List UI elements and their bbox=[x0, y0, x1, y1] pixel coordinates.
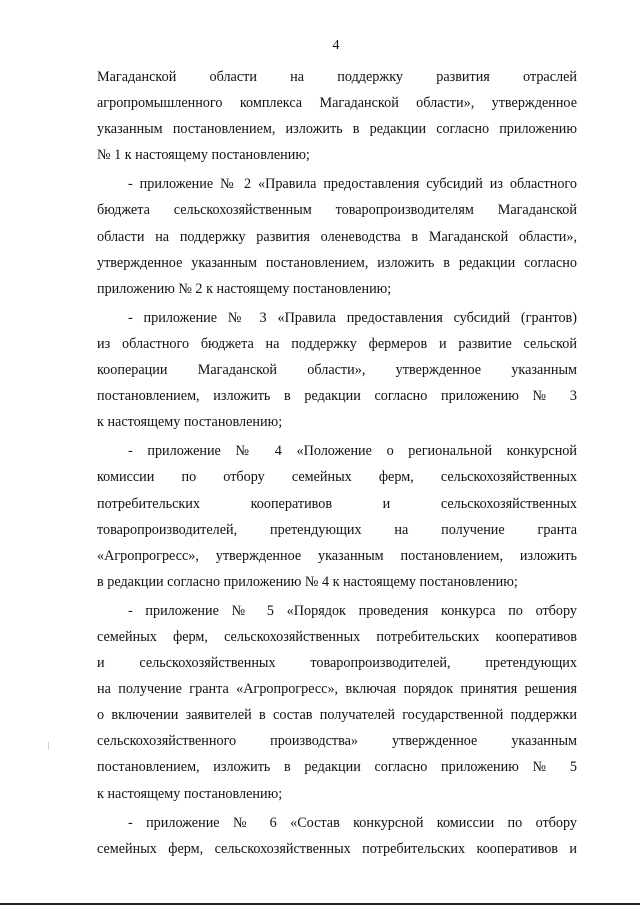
document-body bbox=[97, 64, 577, 862]
text-line: утвержденное указанным постановлением, изложить в редакции согласно bbox=[97, 254, 577, 271]
text-line: товаропроизводителей, претендующих на получение гранта bbox=[97, 521, 577, 538]
text-line: и сельскохозяйственных товаропроизводителей, претендующих bbox=[97, 655, 577, 672]
text-line: агропромышленного комплекса Магаданской области», утвержденное bbox=[97, 95, 577, 112]
text-line: комиссии по отбору семейных ферм, сельскохозяйственных bbox=[97, 469, 577, 486]
scan-margin-mark bbox=[48, 742, 49, 750]
text-line: бюджета сельскохозяйственным товаропроизводителям Магаданской bbox=[97, 202, 577, 219]
text-line: кооперации Магаданской области», утвержденное указанным bbox=[97, 362, 577, 379]
text-line: постановлением, изложить в редакции согласно приложению № 3 bbox=[97, 388, 577, 405]
text-line: семейных ферм, сельскохозяйственных потребительских кооперативов bbox=[97, 628, 577, 645]
text-line: указанным постановлением, изложить в редакции согласно приложению bbox=[97, 121, 577, 138]
text-line: о включении заявителей в состав получателей государственной поддержки bbox=[97, 707, 577, 724]
text-line: - приложение № 2 «Правила предоставления субсидий из областного bbox=[128, 176, 577, 193]
text-line: постановлением, изложить в редакции согласно приложению № 5 bbox=[97, 759, 577, 776]
paragraph bbox=[97, 64, 577, 168]
text-line: к настоящему постановлению; bbox=[97, 414, 283, 431]
text-line: - приложение № 4 «Положение о региональной конкурсной bbox=[128, 443, 577, 460]
text-line: - приложение № 3 «Правила предоставления субсидий (грантов) bbox=[128, 309, 577, 326]
text-line: сельскохозяйственного производства» утвержденное указанным bbox=[97, 733, 577, 750]
text-line: - приложение № 5 «Порядок проведения конкурса по отбору bbox=[128, 602, 577, 619]
text-line: «Агропрогресс», утвержденное указанным постановлением, изложить bbox=[97, 547, 577, 564]
text-line: № 1 к настоящему постановлению; bbox=[97, 147, 310, 164]
paragraph bbox=[97, 598, 577, 807]
page-number: 4 bbox=[332, 38, 340, 53]
paragraph bbox=[97, 305, 577, 435]
text-line: - приложение № 6 «Состав конкурсной комиссии по отбору bbox=[128, 814, 577, 831]
text-line: области на поддержку развития оленеводства в Магаданской области», bbox=[97, 228, 577, 245]
text-line: потребительских кооперативов и сельскохозяйственных bbox=[97, 495, 577, 512]
text-line: из областного бюджета на поддержку фермеров и развитие сельской bbox=[97, 335, 577, 352]
text-line: семейных ферм, сельскохозяйственных потребительских кооперативов и bbox=[97, 840, 577, 857]
text-line: Магаданской области на поддержку развития отраслей bbox=[97, 69, 577, 85]
text-line: к настоящему постановлению; bbox=[97, 785, 283, 802]
text-line: приложению № 2 к настоящему постановлению; bbox=[97, 280, 392, 297]
text-line: в редакции согласно приложению № 4 к настоящему постановлению; bbox=[97, 573, 518, 590]
text-line: на получение гранта «Агропрогресс», включая порядок принятия решения bbox=[97, 681, 577, 698]
paragraph bbox=[97, 810, 577, 862]
paragraph bbox=[97, 438, 577, 595]
paragraph bbox=[97, 171, 577, 301]
